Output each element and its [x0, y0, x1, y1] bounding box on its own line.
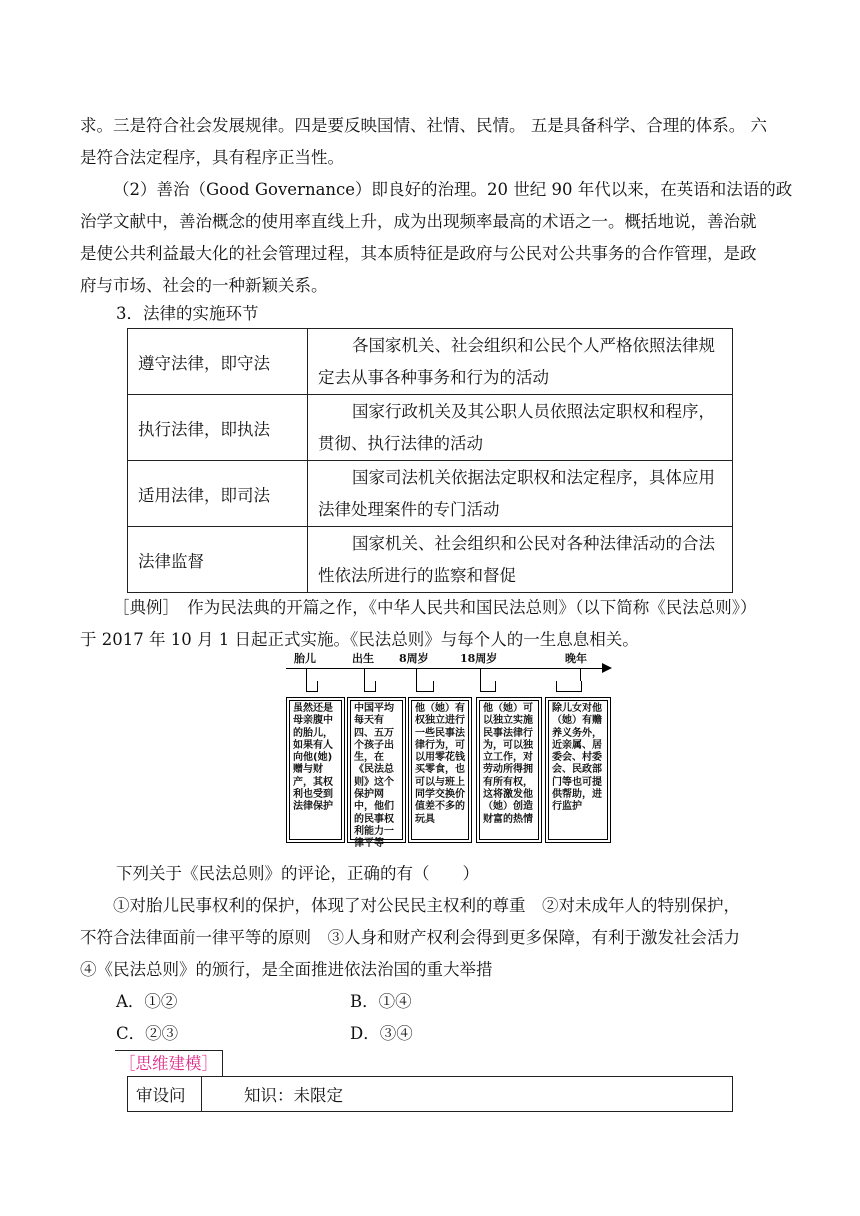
table-key: 适用法律，即司法 [128, 461, 308, 527]
good-governance-line: 府与市场、社会的一种新颖关系。 [80, 276, 328, 295]
timeline-tick [580, 668, 581, 681]
timeline-arrow-icon [602, 663, 612, 673]
option-a[interactable]: A．①② [116, 992, 178, 1011]
thinking-model-tag: ［思维建模］ [115, 1050, 223, 1077]
timeline-axis [286, 668, 604, 669]
example-line: 于 2017 年 10 月 1 日起正式实施。《民法总则》与每个人的一生息息相关。 [80, 630, 639, 649]
timeline-box: 除儿女对他（她）有赡养义务外，近亲属、居委会、村委会、民政部门等也可提供帮助，进行监护 [545, 697, 611, 843]
timeline-box: 他（她）有权独立进行一些民事法律行为，可以用零花钱买零食，也可以与班上同学交换价值差不多的玩具 [408, 697, 472, 843]
timeline-box: 中国平均每天有四、五万个孩子出生，在《民法总则》这个保护网中，他们的民事权利能力一律平等 [347, 697, 406, 843]
timeline-connector [480, 681, 496, 692]
timeline-box: 虽然还是母亲腹中的胎儿，如果有人向他(她)赠与财产，其权利也受到法律保护 [286, 697, 345, 843]
table-key: 法律监督 [128, 527, 308, 593]
timeline-label: 8周岁 [399, 652, 429, 665]
table-value: 知识：未限定 [202, 1077, 733, 1112]
table-key: 审设问 [128, 1077, 202, 1112]
table-value: 国家机关、社会组织和公民对各种法律活动的合法 性依法所进行的监察和督促 [308, 527, 733, 593]
example-line: ［典例］ 作为民法典的开篇之作，《中华人民共和国民法总则》（以下简称《民法总则》） [113, 598, 757, 617]
table-value: 国家行政机关及其公职人员依照法定职权和程序， 贯彻、执行法律的活动 [308, 395, 733, 461]
intro-line: 是符合法定程序，具有程序正当性。 [80, 148, 344, 167]
timeline-tick [306, 668, 307, 681]
good-governance-line: 治学文献中，善治概念的使用率直线上升，成为出现频率最高的术语之一。概括地说，善治就 [80, 212, 757, 231]
timeline-label: 晚年 [565, 652, 587, 665]
intro-line: 求。三是符合社会发展规律。四是要反映国情、社情、民情。 五是具备科学、合理的体系。 六 [80, 116, 767, 135]
section-title: 3．法律的实施环节 [116, 304, 259, 323]
timeline-connector [416, 681, 434, 692]
thinking-model-table [127, 1076, 733, 1112]
table-row [128, 329, 733, 395]
timeline-tick [480, 668, 481, 681]
table-key: 遵守法律，即守法 [128, 329, 308, 395]
table-value: 国家司法机关依据法定职权和法定程序，具体应用 法律处理案件的专门活动 [308, 461, 733, 527]
timeline-connector [364, 681, 376, 692]
question-statements [80, 890, 784, 986]
table-row [128, 1077, 733, 1112]
statement-line: ④《民法总则》的颁行，是全面推进依法治国的重大举措 [80, 960, 493, 979]
good-governance-line: （2）善治（Good Governance）即良好的治理。20 世纪 90 年代以来，在英语和法语的政 [113, 180, 793, 199]
timeline-label: 18周岁 [460, 652, 498, 665]
table-row [128, 395, 733, 461]
life-timeline-figure [286, 650, 616, 850]
option-b[interactable]: B．①④ [350, 992, 412, 1011]
option-c[interactable]: C．②③ [116, 1024, 179, 1043]
statement-line: 不符合法律面前一律平等的原则 ③人身和财产权利会得到更多保障，有利于激发社会活力 [80, 928, 740, 947]
table-value: 各国家机关、社会组织和公民个人严格依照法律规 定去从事各种事务和行为的活动 [308, 329, 733, 395]
timeline-label: 胎儿 [294, 652, 316, 665]
timeline-box: 他（她）可以独立实施民事法律行为，可以独立工作，对劳动所得拥有所有权，这将激发他（她）创造财富的热情 [476, 697, 542, 843]
table-row [128, 461, 733, 527]
example-paragraph [80, 592, 784, 656]
option-d[interactable]: D．③④ [350, 1024, 413, 1043]
timeline-tick [364, 668, 365, 681]
good-governance-paragraph [80, 174, 793, 302]
timeline-label: 出生 [352, 652, 374, 665]
statement-line: ①对胎儿民事权利的保护，体现了对公民民主权利的尊重 ②对未成年人的特别保护， [113, 896, 740, 915]
timeline-tick [416, 668, 417, 681]
good-governance-line: 是使公共利益最大化的社会管理过程，其本质特征是政府与公民对公共事务的合作管理，是政 [80, 244, 757, 263]
table-row [128, 527, 733, 593]
intro-paragraph [80, 110, 784, 174]
law-implementation-table [127, 328, 733, 593]
timeline-connector [556, 681, 582, 692]
table-key: 执行法律，即执法 [128, 395, 308, 461]
timeline-connector [306, 681, 318, 692]
question-stem: 下列关于《民法总则》的评论，正确的有（ ） [116, 864, 479, 883]
